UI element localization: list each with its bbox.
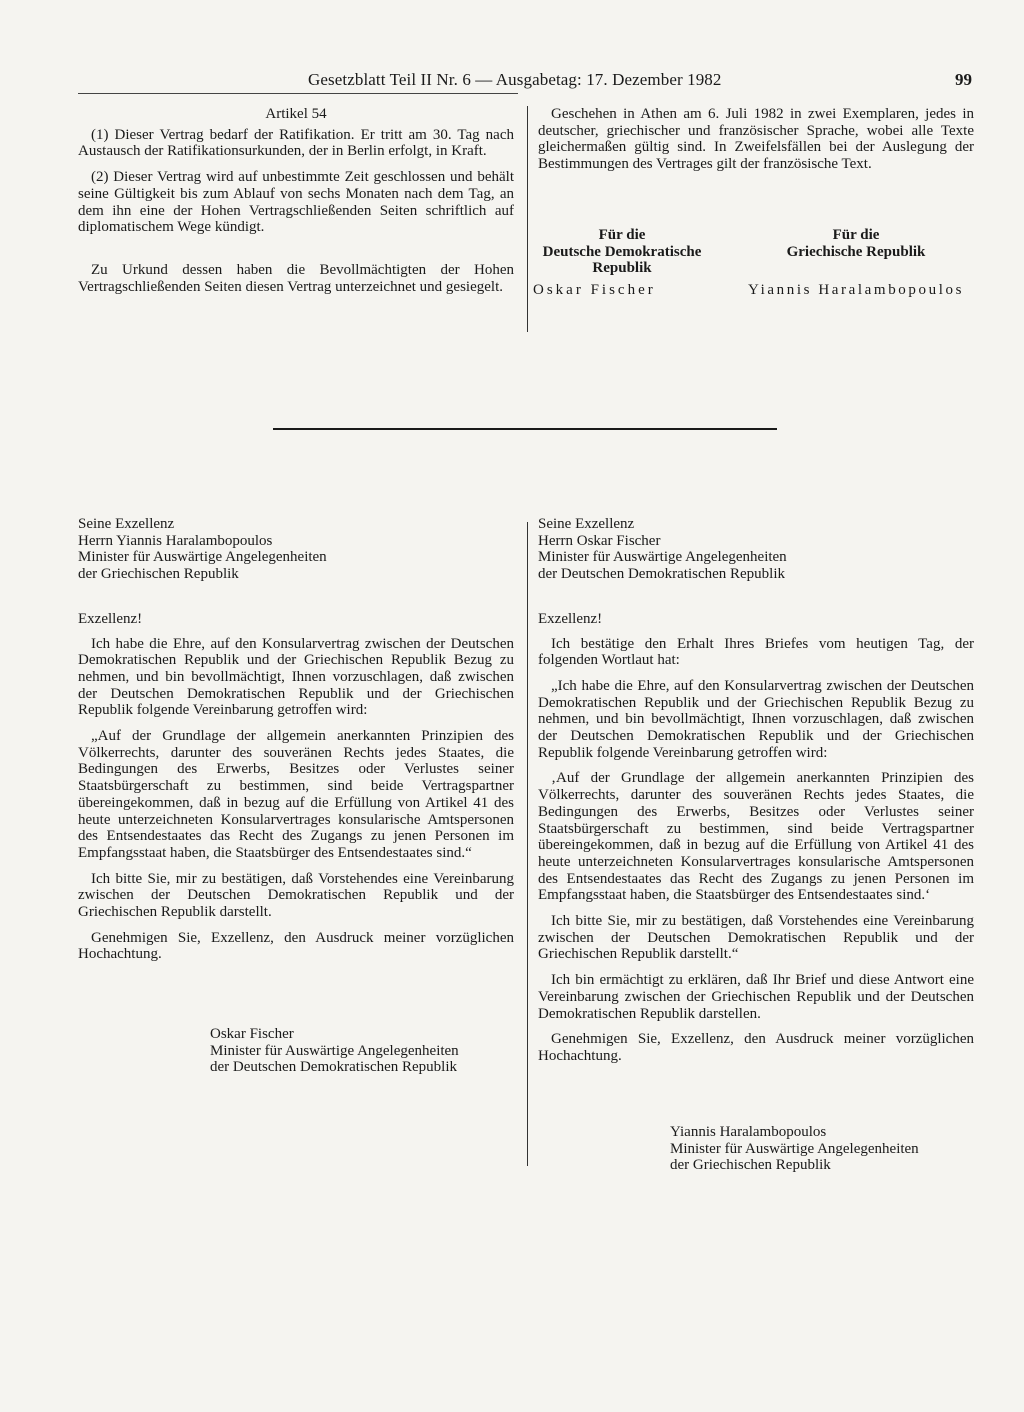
article-para-1: (1) Dieser Vertrag bedarf der Ratifikation. Er tritt am 30. Tag nach Austausch der Ratifikationsurkunden, der in Berlin erfolgt, in Kraft. [78,126,514,160]
column-divider-bottom [527,522,528,1166]
letter-right-sign-title-1: Minister für Auswärtige Angelegenheiten [670,1140,919,1157]
sig-gdr-line1: Für die [598,227,646,243]
letter-left-closing [210,1026,520,1076]
letter-right-para-6: Genehmigen Sie, Exzellenz, den Ausdruck meiner vorzüglichen Hochachtung. [538,1031,974,1064]
section-separator [273,428,777,430]
letter-left-salutation: Exzellenz! [78,610,143,627]
page-header [0,70,1024,92]
signature-gdr [533,227,711,298]
letter-left-addr-2: Herrn Yiannis Haralambopoulos [78,532,273,549]
treaty-done-at [538,106,974,182]
letter-right-addr-2: Herrn Oskar Fischer [538,532,661,549]
letter-left-para-3: Ich bitte Sie, mir zu bestätigen, daß Vorstehendes eine Vereinbarung zwischen der Deutschen Demokratischen Republik und der Griechischen Republik darstellt. [78,870,514,921]
sig-greece-signer: Yiannis Haralambopoulos [747,282,965,298]
page-number: 99 [955,70,972,89]
letter-right-closing [670,1124,980,1174]
letter-left-addr-3: Minister für Auswärtige Angelegenheiten [78,549,327,566]
letter-from-fischer [78,516,514,972]
done-at-para: Geschehen in Athen am 6. Juli 1982 in zwei Exemplaren, jedes in deutscher, griechischer und französischer Sprache, wobei alle Texte gleichermaßen gültig sind. In Zweifelsfällen bei der Auslegung der Bestimmungen des Vertrages gilt der französische Text. [538,106,974,173]
sig-gdr-line2: Deutsche Demokratische [542,243,702,260]
sig-greece-line2: Griechische Republik [786,243,926,260]
letter-right-para-5: Ich bin ermächtigt zu erklären, daß Ihr Brief und diese Antwort eine Vereinbarung zwischen der Griechischen Republik und der Deutschen Demokratischen Republik darstellen. [538,972,974,1022]
sig-greece-line1: Für die [832,227,880,243]
letter-left-para-4: Genehmigen Sie, Exzellenz, den Ausdruck meiner vorzüglichen Hochachtung. [78,929,514,963]
letter-right-salutation: Exzellenz! [538,610,603,627]
sig-gdr-signer: Oskar Fischer [533,281,656,298]
letter-left-sign-name: Oskar Fischer [210,1026,294,1042]
letter-left-sign-title-2: der Deutschen Demokratischen Republik [210,1059,458,1076]
letter-left-sign-title-1: Minister für Auswärtige Angelegenheiten [210,1042,459,1059]
letter-left-para-1: Ich habe die Ehre, auf den Konsularvertrag zwischen der Deutschen Demokratischen Republik und der Griechischen Republik Bezug zu nehmen, und bin bevollmächtigt, Ihnen vorzuschlagen, daß zwischen der Deutschen Demokratischen Republik und der Griechischen Republik folgende Vereinbarung getroffen wird: [78,635,514,719]
letter-right-para-1: Ich bestätige den Erhalt Ihres Briefes vom heutigen Tag, der folgenden Wortlaut hat: [538,635,974,669]
letter-left-para-2: „Auf der Grundlage der allgemein anerkannten Prinzipien des Völkerrechts, darunter des souveränen Rechts jedes Staates, die Bedingungen des Erwerbs, Besitzes oder Verlustes seiner Staatsbürgerschaft zu bestimmen, sind beide Vertragspartner übereingekommen, daß in bezug auf die Erfüllung von Artikel 41 des heute unterzeichneten Konsularvertrages konsularische Amtspersonen des Entsendestaates das Recht des Zugangs zu jenen Personen im Empfangsstaat haben, die Staatsbürger des Entsendestaates sind.“ [78,728,514,861]
letter-right-para-3: ‚Auf der Grundlage der allgemein anerkannten Prinzipien des Völkerrechts, darunter des souveränen Rechts jedes Staates, die Bedingungen des Erwerbs, Besitzes oder Verlustes seiner Staatsbürgerschaft zu bestimmen, sind beide Vertragspartner übereingekommen, daß in bezug auf die Erfüllung von Artikel 41 des heute unterzeichneten Konsularvertrages konsularische Amtspersonen des Entsendestaates das Recht des Zugangs zu jenen Personen im Empfangsstaat haben, die Staatsbürger des Entsendestaates sind.‘ [538,770,974,904]
signature-greece [738,227,974,299]
letter-from-haralambopoulos [538,516,974,1074]
sig-gdr-line3: Republik [592,260,652,276]
column-divider-top [527,106,528,332]
letter-right-para-2: „Ich habe die Ehre, auf den Konsularvertrag zwischen der Deutschen Demokratischen Republik und der Griechischen Republik Bezug zu nehmen, und bin bevollmächtigt, Ihnen vorzuschlagen, daß zwischen der Deutschen Demokratischen Republik und der Griechischen Republik folgende Vereinbarung getroffen wird: [538,677,974,761]
attestation-para: Zu Urkund dessen haben die Bevollmächtigten der Hohen Vertragschließenden Seiten diesen Vertrag unterzeichnet und gesiegelt. [78,261,514,295]
letter-left-addr-4: der Griechischen Republik [78,566,239,583]
header-rule [78,93,518,94]
letter-right-addr-3: Minister für Auswärtige Angelegenheiten [538,549,787,566]
letter-right-addr-1: Seine Exzellenz [538,516,635,532]
article-heading: Artikel 54 [265,106,327,122]
letter-right-addr-4: der Deutschen Demokratischen Republik [538,566,786,583]
article-para-2: (2) Dieser Vertrag wird auf unbestimmte Zeit geschlossen und behält seine Gültigkeit bis zum Ablauf von sechs Monaten nach dem Tag, an dem ihn eine der Hohen Vertragschließenden Seiten schriftlich auf diplomatischem Wege kündigt. [78,169,514,236]
letter-right-para-4: Ich bitte Sie, mir zu bestätigen, daß Vorstehendes eine Vereinbarung zwischen der Deutschen Demokratischen Republik und der Griechischen Republik darstellt.“ [538,913,974,963]
treaty-final-articles [78,106,514,304]
letter-left-addr-1: Seine Exzellenz [78,516,175,532]
letter-right-sign-name: Yiannis Haralambopoulos [670,1124,827,1140]
letter-right-sign-title-2: der Griechischen Republik [670,1157,831,1174]
header-title: Gesetzblatt Teil II Nr. 6 — Ausgabetag: 17. Dezember 1982 [308,70,722,89]
